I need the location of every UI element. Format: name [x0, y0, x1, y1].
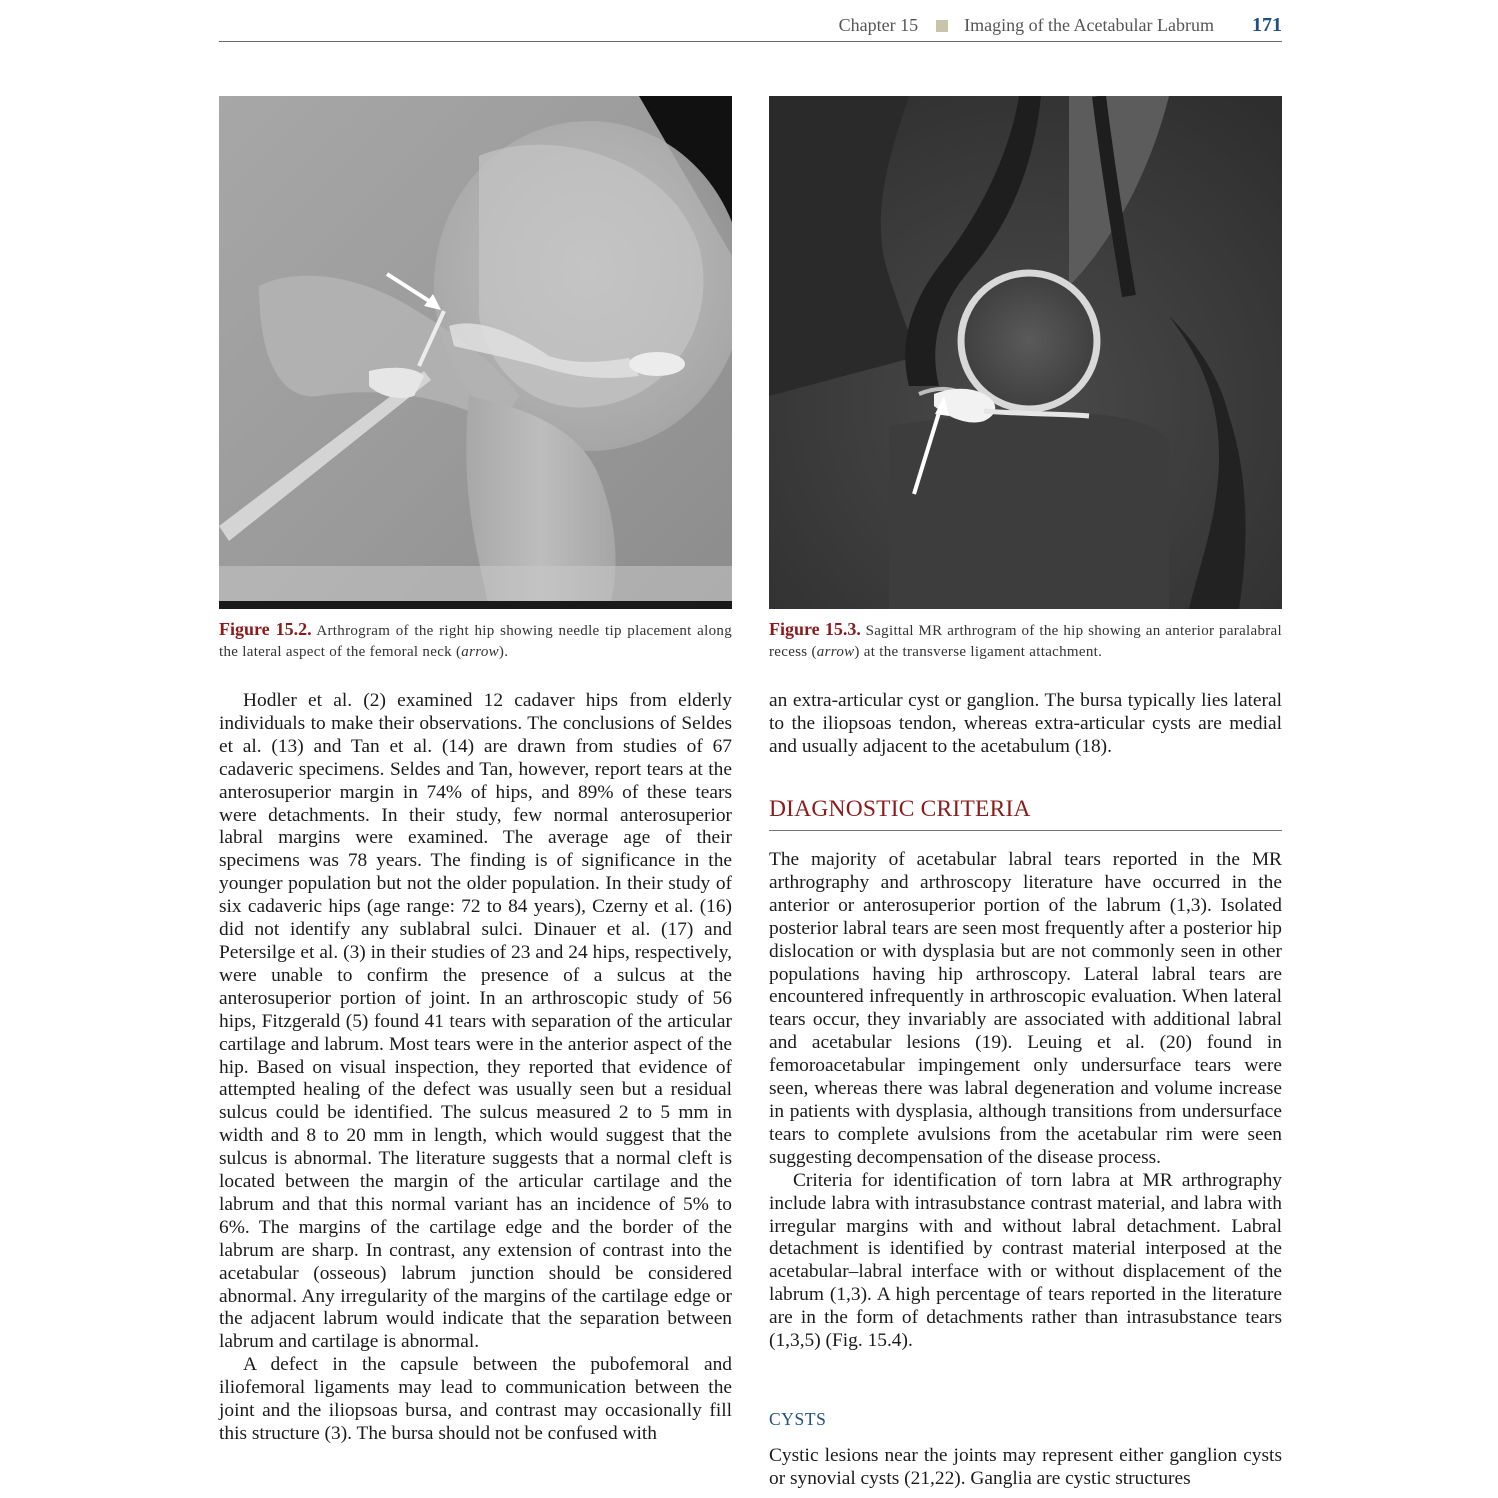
body-paragraph: Criteria for identification of torn labra at MR arthrography include labra with intrasubstance contrast material, and labra with irregular margins with and without labral detachment. Labral detachment is identified by contrast material interposed at the acetabular–labral interface with or without displacement of the labrum (1,3). A high percentage of tears reported in the literature are in the form of detachments rather than intrasubstance tears (1,3,5) (Fig. 15.4).: [769, 1169, 1282, 1352]
caption-emphasis: arrow: [816, 644, 855, 660]
figure-label: Figure 15.3.: [769, 619, 861, 639]
header-title: Imaging of the Acetabular Labrum: [964, 15, 1214, 35]
body-paragraph: Hodler et al. (2) examined 12 cadaver hips from elderly individuals to make their observations. The conclusions of Seldes et al. (13) and Tan et al. (14) are drawn from studies of 67 cadaveric specimens. Seldes and Tan, however, report tears at the anterosuperior margin in 74% of hips, and 89% of these tears were detachments. In their study, few normal anterosuperior labral margins were examined. The average age of their specimens was 78 years. The finding is of significance in the younger population but not the older population. In their study of six cadaveric hips (age range: 72 to 84 years), Czerny et al. (16) did not identify any sublabral sulci. Dinauer et al. (17) and Petersilge et al. (3) in their studies of 23 and 24 hips, respectively, were unable to confirm the presence of a sulcus at the anterosuperior portion of joint. In an arthroscopic study of 56 hips, Fitzgerald (5) found 41 tears with separation of the articular cartilage and labrum. Most tears were in the anterior aspect of the hip. Based on visual inspection, they reported that evidence of attempted healing of the defect was usually seen but a residual sulcus could be identified. The sulcus measured 2 to 5 mm in width and 8 to 20 mm in length, which would suggest that the sulcus is abnormal. The literature suggests that a normal cleft is located between the margin of the articular cartilage and the labrum and that this normal variant has an incidence of 5% to 6%. The margins of the cartilage edge and the border of the labrum are sharp. In contrast, any extension of contrast into the acetabular (osseous) labrum junction should be considered abnormal. Any irregularity of the margins of the cartilage edge or the adjacent labrum would indicate that the separation between labrum and cartilage is abnormal.: [219, 690, 732, 1353]
caption-text-end: ) at the transverse ligament attachment.: [854, 644, 1103, 660]
caption-emphasis: arrow: [461, 644, 499, 660]
figure-label: Figure 15.2.: [219, 619, 312, 639]
page-number: 171: [1252, 14, 1282, 36]
diagnostic-criteria-body: [769, 849, 1282, 1353]
caption-text: Sagittal MR arthrogram of the hip showing an anterior paralabral recess (: [769, 623, 1282, 660]
body-paragraph: an extra-articular cyst or ganglion. The bursa typically lies lateral to the iliopsoas tendon, whereas extra-articular cysts are medial and usually adjacent to the acetabulum (18).: [769, 690, 1282, 757]
figure-15-3-image: [769, 96, 1282, 609]
header-chapter: Chapter 15: [838, 15, 919, 35]
figure-15-2-image: [219, 96, 732, 609]
running-header: [219, 10, 1282, 42]
caption-text-end: ).: [498, 644, 509, 660]
body-paragraph: The majority of acetabular labral tears reported in the MR arthrography and arthroscopy literature have occurred in the anterior or anterosuperior portion of the labrum (1,3). Isolated posterior labral tears are seen most frequently after a posterior hip dislocation or with dysplasia but are not commonly seen in other populations having hip arthroscopy. Lateral labral tears are encountered infrequently in arthroscopic evaluation. When lateral tears occur, they invariably are associated with additional labral and acetabular lesions (19). Leuing et al. (20) found in femoroacetabular impingement only undersurface tears were seen, whereas there was labral degeneration and volume increase in patients with dysplasia, although transitions from undersurface tears to complete avulsions from the acetabular rim were seen suggesting decompensation of the disease process.: [769, 849, 1282, 1168]
section-heading-diagnostic-criteria: DIAGNOSTIC CRITERIA: [769, 796, 1282, 831]
figure-15-2-caption: [219, 619, 732, 663]
body-paragraph: Cystic lesions near the joints may represent either ganglion cysts or synovial cysts (21,22). Ganglia are cystic structures: [769, 1445, 1282, 1489]
figure-15-3-caption: [769, 619, 1282, 663]
body-paragraph: A defect in the capsule between the pubofemoral and iliofemoral ligaments may lead to communication between the joint and the iliopsoas bursa, and contrast may occasionally fill this structure (3). The bursa should not be confused with: [219, 1354, 732, 1444]
header-separator-square-icon: [936, 20, 948, 32]
left-column-body: [219, 690, 732, 1446]
caption-text: Arthrogram of the right hip showing needle tip placement along the lateral aspect of the femoral neck (: [219, 623, 732, 660]
subheading-cysts: CYSTS: [769, 1409, 827, 1429]
cysts-body: [769, 1445, 1282, 1491]
right-column-continuation: [769, 690, 1282, 759]
